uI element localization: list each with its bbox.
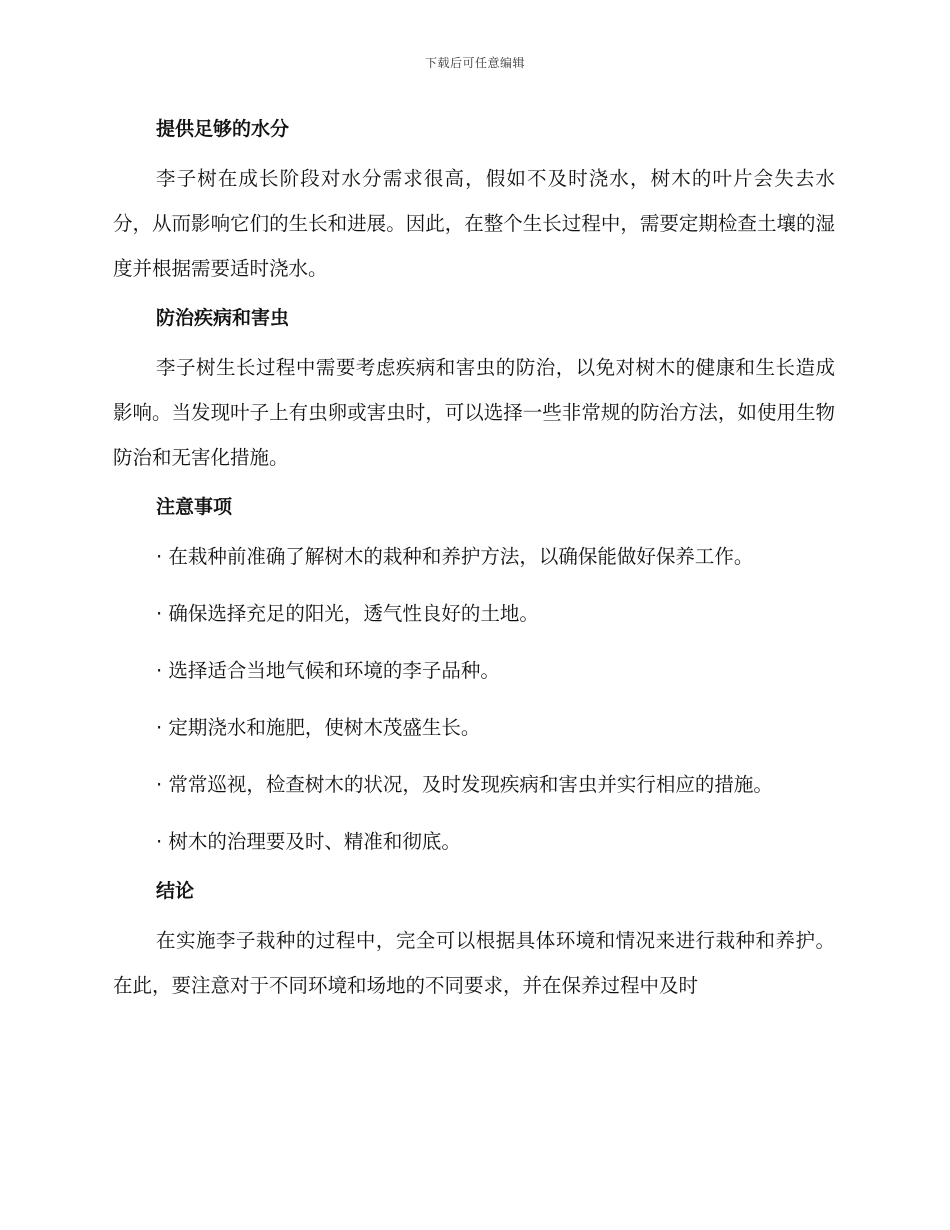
notes-item: · 在栽种前准确了解树木的栽种和养护方法，以确保能做好保养工作。 (156, 545, 754, 568)
notes-item: · 树木的治理要及时、精准和彻底。 (156, 830, 461, 853)
notes-item: · 选择适合当地气候和环境的李子品种。 (156, 659, 500, 682)
section-paragraph-pests: 李子树生长过程中需要考虑疾病和害虫的防治，以免对树木的健康和生长造成影响。当发现叶子上有虫卵或害虫时，可以选择一些非常规的防治方法，如使用生物防治和无害化措施。 (113, 356, 835, 469)
notes-heading: 注意事项 (156, 496, 233, 518)
section-heading-water: 提供足够的水分 (156, 118, 290, 140)
section-paragraph-water: 李子树在成长阶段对水分需求很高，假如不及时浇水，树木的叶片会失去水分，从而影响它们的生长和进展。因此，在整个生长过程中，需要定期检查土壤的湿度并根据需要适时浇水。 (113, 167, 835, 280)
notes-item: · 确保选择充足的阳光，透气性良好的土地。 (156, 602, 539, 625)
document-body (113, 114, 835, 1008)
conclusion-heading: 结论 (156, 880, 195, 902)
conclusion-paragraph: 在实施李子栽种的过程中，完全可以根据具体环境和情况来进行栽种和养护。在此，要注意对于不同环境和场地的不同要求，并在保养过程中及时 (113, 929, 835, 997)
notes-item: · 定期浇水和施肥，使树木茂盛生长。 (156, 716, 481, 739)
section-heading-pests: 防治疾病和害虫 (156, 307, 290, 329)
header-note: 下载后可任意编辑 (424, 56, 525, 70)
notes-item: · 常常巡视，检查树木的状况，及时发现疾病和害虫并实行相应的措施。 (156, 773, 773, 796)
